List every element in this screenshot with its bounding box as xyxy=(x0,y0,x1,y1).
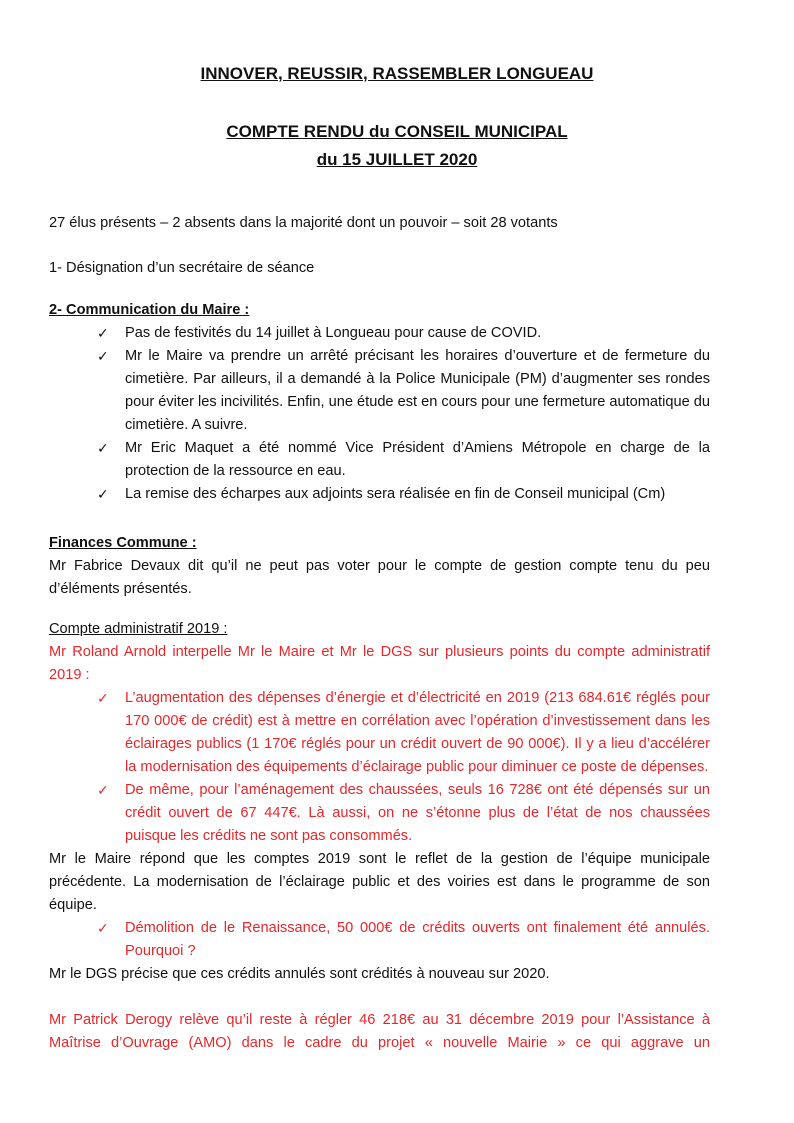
bullet-text: L’augmentation des dépenses d’énergie et d’électricité en 2019 (213 684.61€ réglés pour 170 000€ de crédit) est à mettre en corrélation avec l’opération d’investissement dans les éclairages publics (1 170€ réglés pour un crédit ouvert de 90 000€). Il y a lieu d’accélérer la modernisation des équipements d’éclairage public pour diminuer ce poste de dépenses. xyxy=(125,690,710,775)
finances-heading: Finances Commune : xyxy=(49,535,197,551)
finances-section xyxy=(49,532,710,601)
dgs-reply: Mr le DGS précise que ces crédits annulés sont crédités à nouveau sur 2020. xyxy=(49,966,550,982)
bullet-text: Pas de festivités du 14 juillet à Longueau pour cause de COVID. xyxy=(125,325,542,341)
check-icon: ✓ xyxy=(97,690,109,706)
report-title: COMPTE RENDU du CONSEIL MUNICIPAL xyxy=(226,122,568,141)
list-item xyxy=(97,687,710,779)
check-icon: ✓ xyxy=(97,782,109,798)
check-icon: ✓ xyxy=(97,325,109,341)
communication-heading: 2- Communication du Maire : xyxy=(49,302,250,318)
list-item xyxy=(97,917,710,963)
group-title: INNOVER, REUSSIR, RASSEMBLER LONGUEAU xyxy=(200,64,594,83)
check-icon: ✓ xyxy=(97,348,109,364)
compte-administratif-section xyxy=(49,618,710,1055)
ca-heading: Compte administratif 2019 : xyxy=(49,621,228,637)
derogy-paragraph: Mr Patrick Derogy relève qu’il reste à régler 46 218€ au 31 décembre 2019 pour l’Assistance à Maîtrise d’Ouvrage (AMO) dans le cadre du projet « nouvelle Mairie » ce qui aggrave un xyxy=(49,1012,710,1051)
devaux-paragraph: Mr Fabrice Devaux dit qu’il ne peut pas voter pour le compte de gestion compte tenu du peu d’éléments présentés. xyxy=(49,558,710,597)
list-item xyxy=(97,345,710,437)
communication-section xyxy=(49,299,710,506)
bullet-text: Démolition de le Renaissance, 50 000€ de crédits ouverts ont finalement été annulés. Pourquoi ? xyxy=(125,920,710,959)
list-item xyxy=(97,483,710,506)
check-icon: ✓ xyxy=(97,920,109,936)
check-icon: ✓ xyxy=(97,486,109,502)
bullet-text: Mr Eric Maquet a été nommé Vice Président d’Amiens Métropole en charge de la protection de la ressource en eau. xyxy=(125,440,710,479)
list-item xyxy=(97,779,710,848)
list-item xyxy=(97,322,710,345)
check-icon: ✓ xyxy=(97,440,109,456)
attendance-line: 27 élus présents – 2 absents dans la majorité dont un pouvoir – soit 28 votants xyxy=(49,215,558,231)
bullet-text: La remise des écharpes aux adjoints sera réalisée en fin de Conseil municipal (Cm) xyxy=(125,486,666,502)
list-item xyxy=(97,437,710,483)
maire-reply: Mr le Maire répond que les comptes 2019 sont le reflet de la gestion de l’équipe municipale précédente. La modernisation de l’éclairage public et des voiries est dans le programme de son équipe. xyxy=(49,851,710,913)
bullet-text: De même, pour l’aménagement des chaussées, seuls 16 728€ ont été dépensés sur un crédit ouvert de 67 447€. Là aussi, on ne s’étonne plus de l’état de nos chaussées puisque les crédits ne sont pas consommés. xyxy=(125,782,710,844)
bullet-text: Mr le Maire va prendre un arrêté précisant les horaires d’ouverture et de fermeture du cimetière. Par ailleurs, il a demandé à la Police Municipale (PM) d’augmenter ses rondes pour éviter les incivilités. Enfin, une étude est en cours pour une fermeture automatique du cimetière. A suivre. xyxy=(125,348,710,433)
item-secretary: 1- Désignation d’un secrétaire de séance xyxy=(49,260,315,276)
report-date: du 15 JUILLET 2020 xyxy=(316,150,478,169)
arnold-paragraph: Mr Roland Arnold interpelle Mr le Maire et Mr le DGS sur plusieurs points du compte administratif 2019 : xyxy=(49,644,710,683)
